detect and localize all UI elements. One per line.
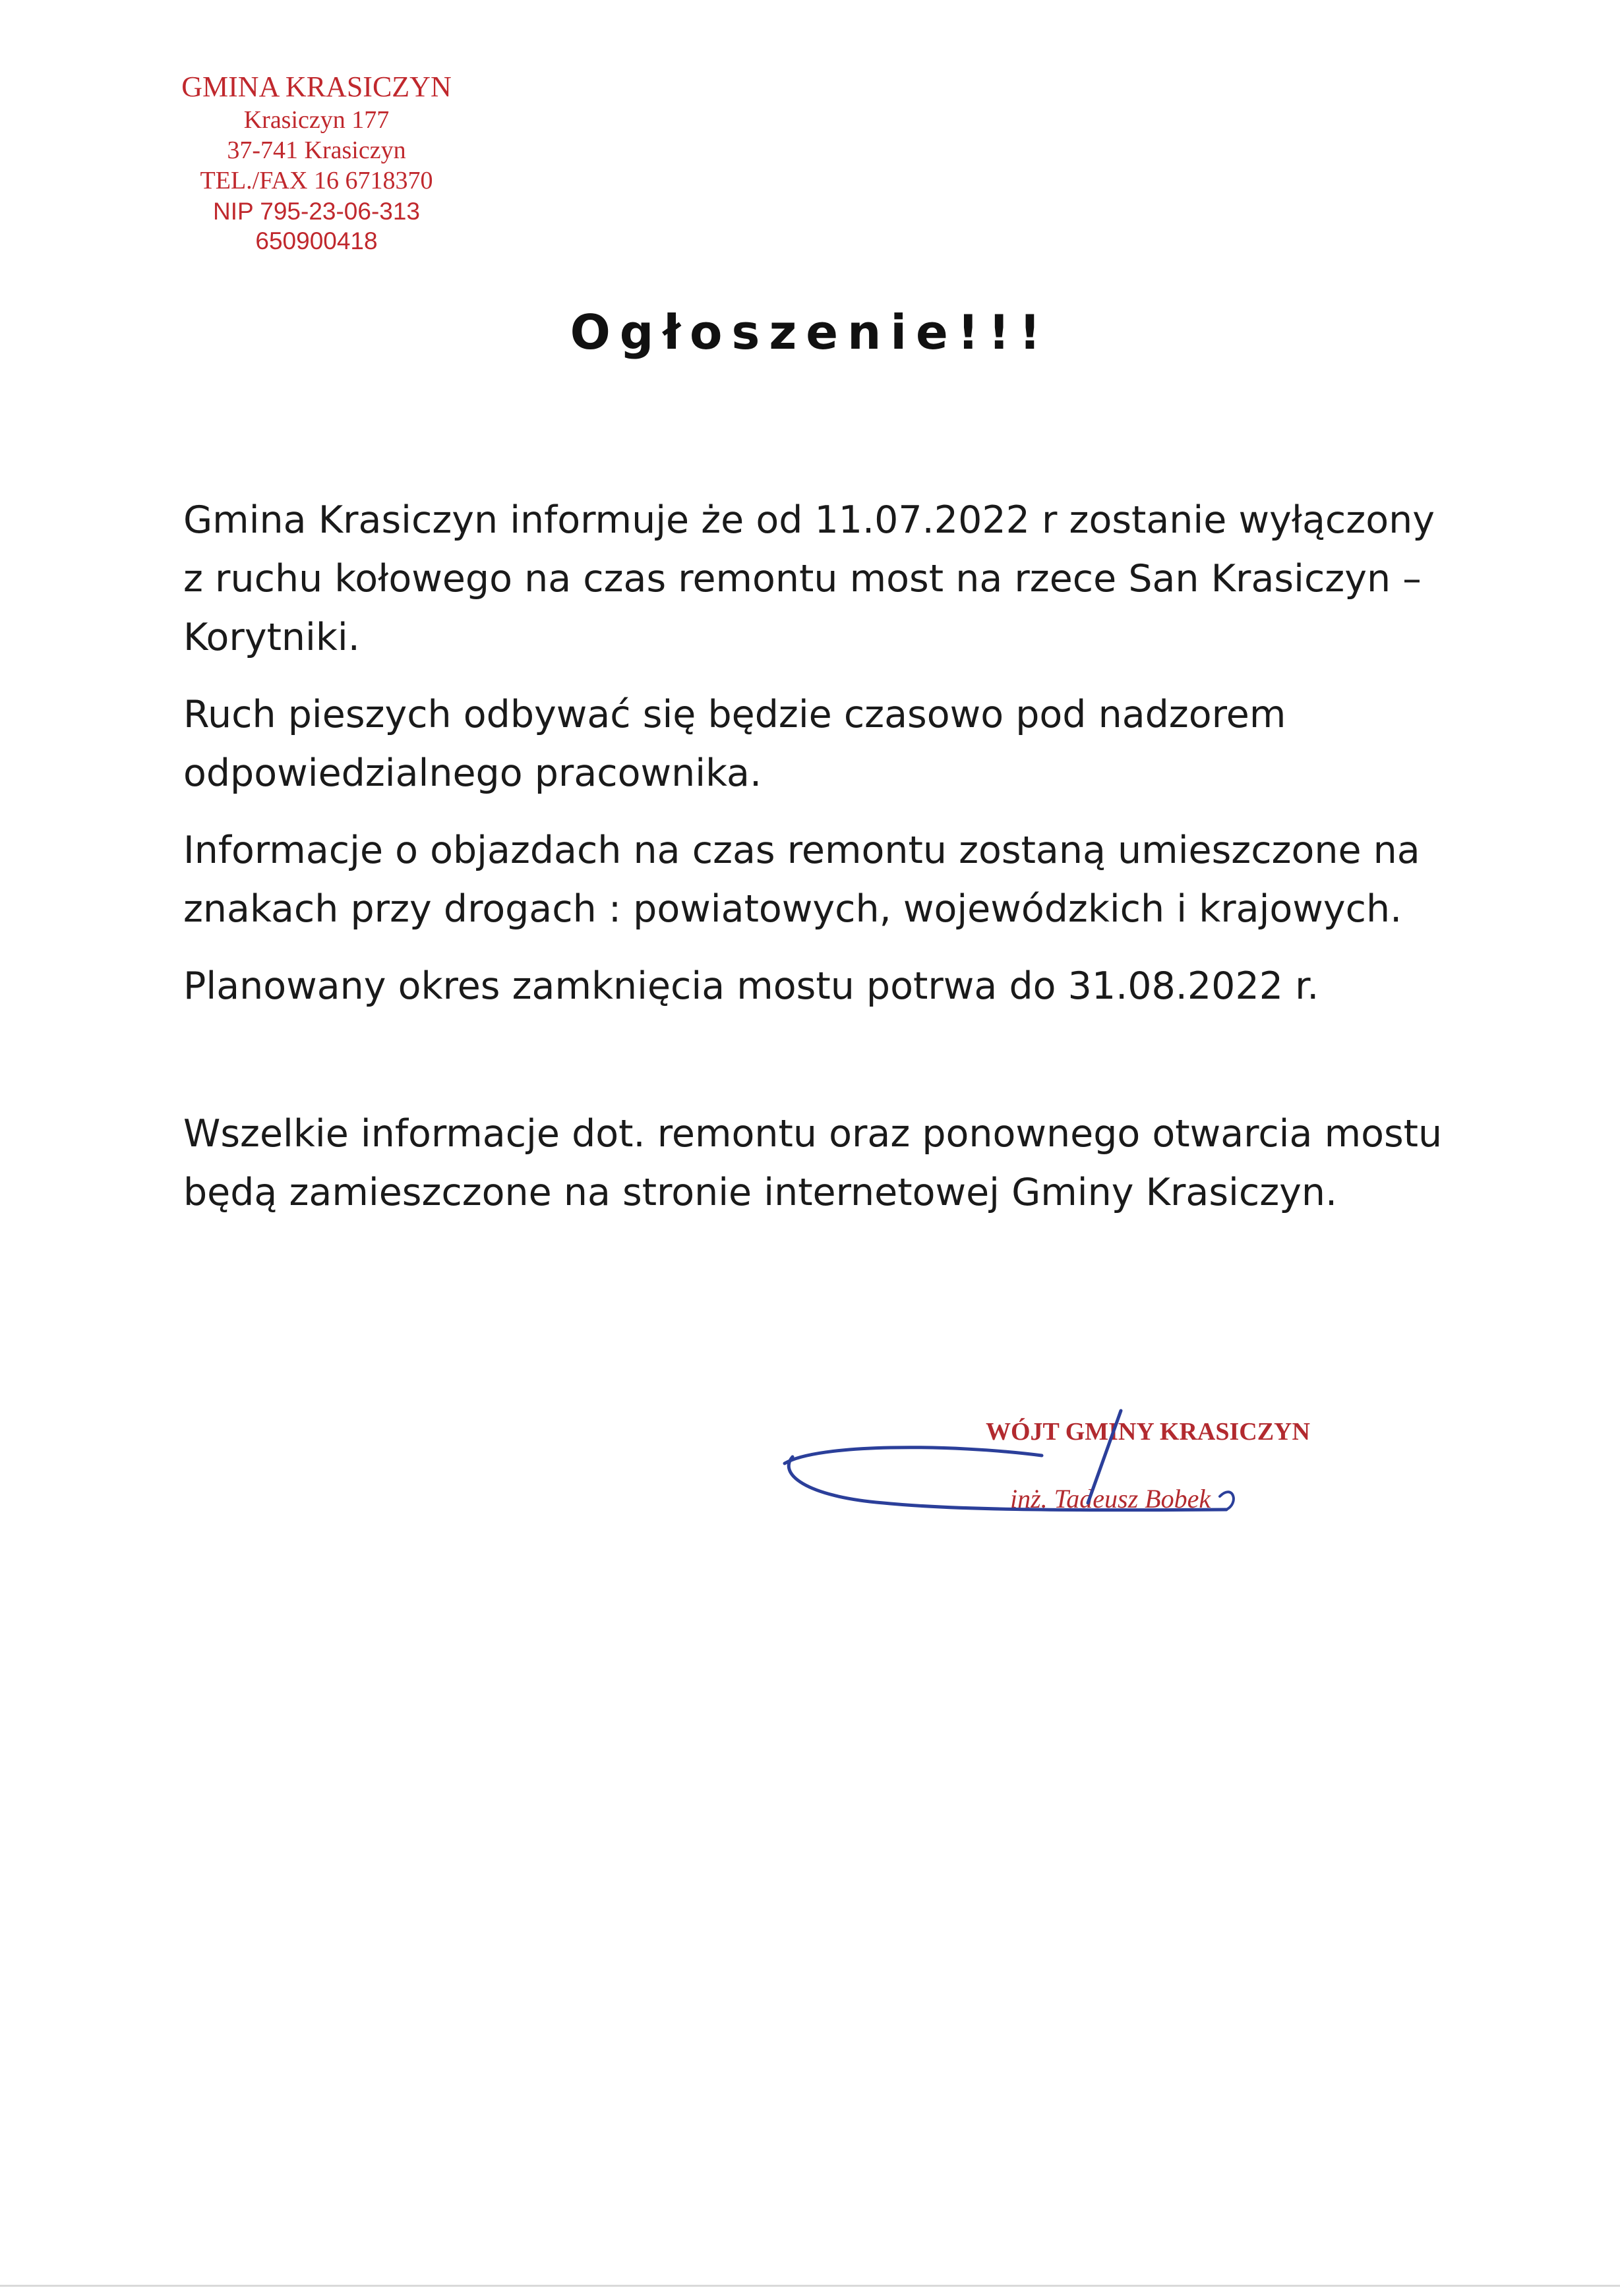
paragraph: Gmina Krasiczyn informuje że od 11.07.2022 r zostanie wyłączony z ruchu kołowego na czas remontu most na rzece San Krasiczyn – Korytniki. [183, 498, 1435, 659]
signature-stamp-title: WÓJT GMINY KRASICZYN [986, 1418, 1310, 1446]
stamp-address: Krasiczyn 177 [243, 105, 390, 134]
signature-stamp-name: inż. Tadeusz Bobek [1010, 1484, 1211, 1514]
stamp-phone: TEL./FAX 16 6718370 [200, 167, 433, 195]
paragraph: Planowany okres zamknięcia mostu potrwa do 31.08.2022 r. [183, 964, 1319, 1008]
announcement-body [183, 491, 1449, 1241]
stamp-postal: 37-741 Krasiczyn [227, 136, 406, 165]
scan-edge-line [0, 2285, 1620, 2287]
paragraph: Wszelkie informacje dot. remontu oraz ponownego otwarcia mostu będą zamieszczone na stronie internetowej Gminy Krasiczyn. [183, 1112, 1443, 1214]
stamp-regon: 650900418 [255, 227, 378, 254]
page-title: Ogłoszenie!!! [570, 305, 1050, 360]
paragraph: Informacje o objazdach na czas remontu zostaną umieszczone na znakach przy drogach : powiatowych, wojewódzkich i krajowych. [183, 829, 1420, 931]
paragraph: Ruch pieszych odbywać się będzie czasowo pod nadzorem odpowiedzialnego pracownika. [183, 693, 1286, 795]
letterhead-stamp [132, 69, 501, 256]
stamp-nip: NIP 795-23-06-313 [212, 197, 421, 225]
handwritten-signature [778, 1404, 1253, 1536]
stamp-name: GMINA KRASICZYN [181, 71, 452, 103]
